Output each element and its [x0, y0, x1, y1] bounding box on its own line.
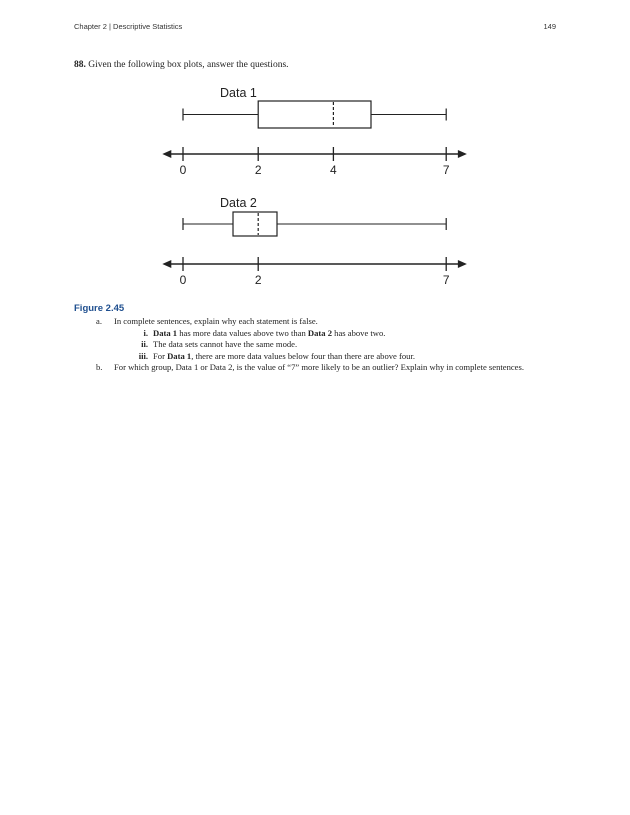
item-a-i-text-1: has more data values above two than — [177, 327, 308, 338]
plot-1-box — [258, 101, 371, 128]
item-b — [74, 362, 556, 374]
item-a-iii-text-0: For — [153, 350, 168, 361]
plot-2-box — [233, 212, 277, 236]
item-a-ii-text: The data sets cannot have the same mode. — [153, 339, 298, 349]
question-text: Given the following box plots, answer the questions. — [88, 60, 289, 70]
plot-1-axis-left-arrow — [162, 150, 171, 158]
plot-2-axis-left-arrow — [162, 260, 171, 268]
plot-2-tick-label: 0 — [179, 273, 187, 287]
item-a-i-bold-2: Data 2 — [307, 327, 332, 338]
page-number: 149 — [543, 22, 556, 31]
question-items — [74, 316, 556, 374]
plot-2-axis-right-arrow — [458, 260, 467, 268]
item-a-marker: a. — [96, 316, 102, 326]
plot-1-title: Data 1 — [220, 86, 257, 100]
item-a-iii-marker: iii. — [138, 350, 148, 361]
item-a-ii — [74, 339, 556, 351]
plot-1-axis-right-arrow — [458, 150, 467, 158]
chapter-title: Chapter 2 | Descriptive Statistics — [74, 22, 183, 31]
figure-caption: Figure 2.45 — [74, 303, 125, 314]
item-a-i-bold-1: Data 1 — [153, 327, 178, 338]
box-plots-figure — [0, 0, 630, 300]
item-a-iii — [74, 351, 556, 363]
item-a-i — [74, 328, 556, 340]
question-number: 88. — [74, 60, 86, 70]
plot-1-tick-label: 2 — [254, 163, 262, 177]
item-a-i-text-2: has above two. — [332, 327, 386, 338]
plot-2-tick-label: 2 — [254, 273, 262, 287]
plot-2-tick-label: 7 — [442, 273, 450, 287]
plot-2-title: Data 2 — [220, 196, 257, 210]
item-b-marker: b. — [96, 362, 103, 372]
item-a-iii-bold: Data 1 — [167, 350, 192, 361]
item-a — [74, 316, 556, 328]
plot-1-tick-label: 0 — [179, 163, 187, 177]
item-a-ii-marker: ii. — [141, 339, 148, 349]
item-b-text: For which group, Data 1 or Data 2, is the value of “7” more likely to be an outlier? Explain why in complete sentences. — [114, 362, 524, 372]
plot-1-tick-label: 4 — [330, 163, 337, 177]
item-a-i-marker: i. — [143, 327, 148, 338]
plot-1-tick-label: 7 — [442, 163, 450, 177]
item-a-iii-text-1: , there are more data values below four than there are above four. — [191, 350, 416, 361]
item-a-text: In complete sentences, explain why each statement is false. — [114, 316, 318, 326]
